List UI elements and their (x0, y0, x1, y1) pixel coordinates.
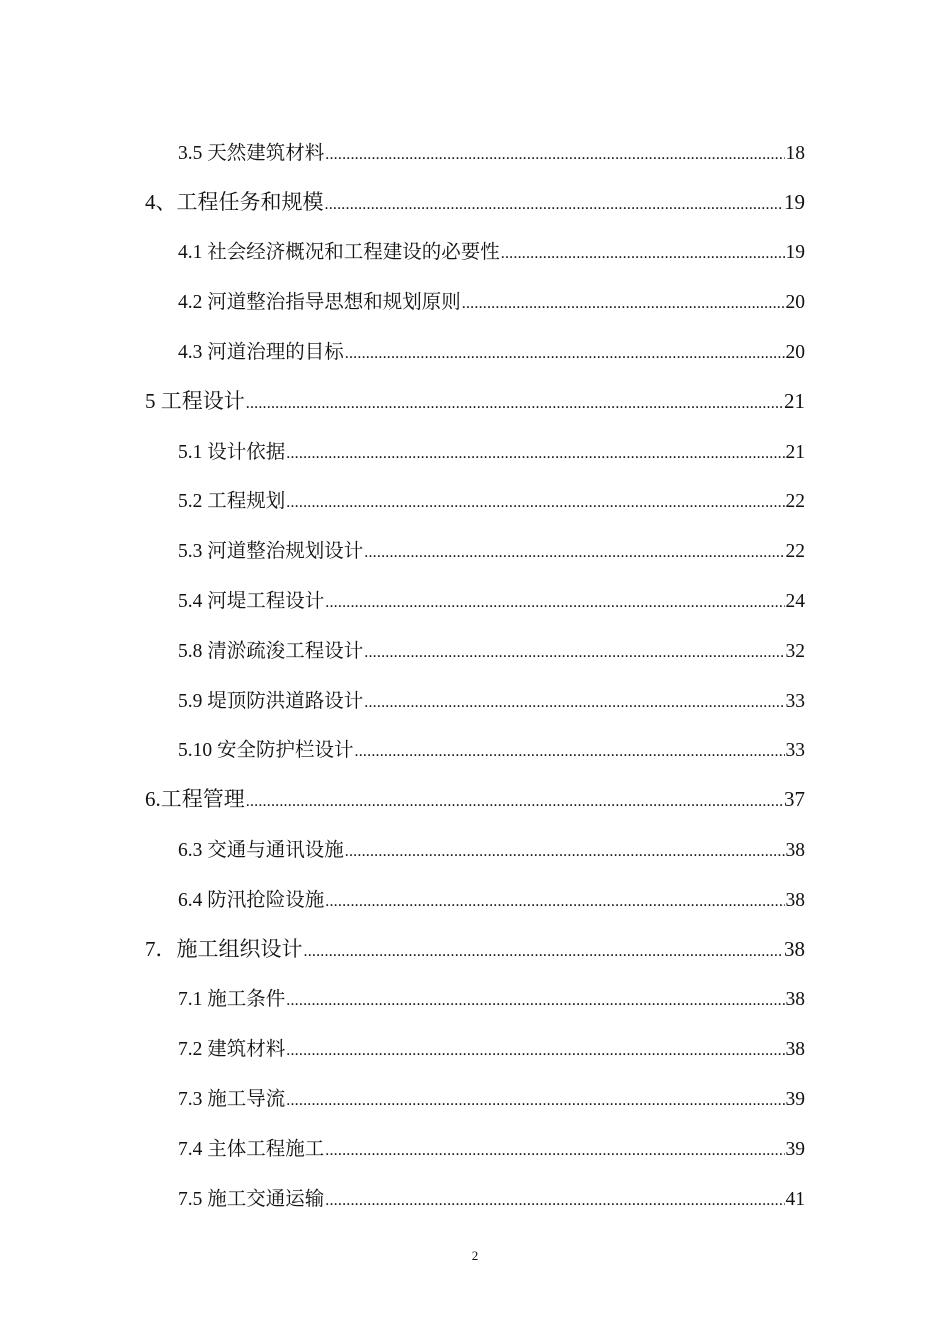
toc-entry-label: 7.2 建筑材料 (178, 1039, 286, 1061)
toc-entry[interactable] (0, 275, 950, 325)
toc-entry-label: 5.8 清淤疏浚工程设计 (178, 640, 364, 662)
toc-entry[interactable] (0, 126, 950, 176)
toc-entry-page: 21 (785, 441, 805, 463)
toc-entry-page: 24 (785, 591, 805, 613)
toc-entry-page: 18 (785, 142, 805, 164)
toc-leader-dots (286, 494, 784, 512)
toc-leader-dots (325, 1192, 784, 1210)
toc-entry[interactable] (0, 524, 950, 574)
toc-entry-label: 4.3 河道治理的目标 (178, 342, 344, 364)
toc-leader-dots (355, 743, 785, 761)
toc-entry[interactable] (0, 226, 950, 276)
toc-entry[interactable] (0, 1172, 950, 1222)
toc-entry[interactable] (0, 773, 950, 823)
toc-entry-page: 33 (785, 690, 805, 712)
toc-leader-dots (345, 843, 785, 861)
toc-entry[interactable] (0, 674, 950, 724)
table-of-contents (0, 126, 950, 1222)
toc-leader-dots (364, 644, 784, 662)
toc-entry-page: 19 (785, 242, 805, 264)
toc-entry-label: 5.1 设计依据 (178, 441, 286, 463)
toc-entry-page: 39 (785, 1138, 805, 1160)
toc-entry-page: 41 (785, 1188, 805, 1210)
toc-entry[interactable] (0, 873, 950, 923)
toc-entry-page: 32 (785, 640, 805, 662)
toc-entry[interactable] (0, 574, 950, 624)
toc-entry-label: 5.2 工程规划 (178, 491, 286, 513)
toc-leader-dots (246, 793, 783, 811)
toc-leader-dots (325, 146, 784, 164)
page-number: 2 (471, 1248, 479, 1263)
toc-entry[interactable] (0, 1122, 950, 1172)
toc-entry-label: 4.2 河道整治指导思想和规划原则 (178, 292, 461, 314)
toc-leader-dots (286, 992, 784, 1010)
toc-leader-dots (325, 893, 784, 911)
toc-entry[interactable] (0, 973, 950, 1023)
toc-entry-page: 33 (785, 740, 805, 762)
toc-leader-dots (345, 345, 785, 363)
toc-entry-label: 6.4 防汛抢险设施 (178, 889, 325, 911)
toc-entry[interactable] (0, 823, 950, 873)
toc-entry[interactable] (0, 724, 950, 774)
toc-entry[interactable] (0, 1022, 950, 1072)
toc-leader-dots (364, 694, 784, 712)
toc-entry-page: 21 (784, 388, 805, 413)
toc-entry-page: 38 (785, 989, 805, 1011)
toc-entry-label: 7.5 施工交通运输 (178, 1188, 325, 1210)
toc-leader-dots (364, 544, 784, 562)
toc-entry-label: 7．施工组织设计 (145, 936, 303, 961)
toc-leader-dots (325, 196, 784, 214)
toc-entry-label: 5.3 河道整治规划设计 (178, 541, 364, 563)
toc-entry-page: 22 (785, 541, 805, 563)
toc-entry[interactable] (0, 425, 950, 475)
toc-entry-label: 6.3 交通与通讯设施 (178, 840, 344, 862)
toc-entry-label: 4.1 社会经济概况和工程建设的必要性 (178, 242, 500, 264)
toc-leader-dots (462, 295, 785, 313)
toc-leader-dots (325, 1142, 784, 1160)
toc-leader-dots (325, 594, 784, 612)
toc-entry-page: 19 (784, 189, 805, 214)
toc-leader-dots (501, 245, 785, 263)
toc-entry[interactable] (0, 1072, 950, 1122)
toc-entry[interactable] (0, 176, 950, 226)
toc-entry-label: 7.3 施工导流 (178, 1089, 286, 1111)
toc-entry[interactable] (0, 475, 950, 525)
toc-entry-page: 22 (785, 491, 805, 513)
toc-leader-dots (286, 445, 784, 463)
toc-leader-dots (286, 1042, 784, 1060)
toc-entry[interactable] (0, 375, 950, 425)
toc-entry-label: 7.4 主体工程施工 (178, 1138, 325, 1160)
toc-entry-page: 37 (784, 787, 805, 812)
toc-entry-label: 5.4 河堤工程设计 (178, 591, 325, 613)
toc-entry-page: 38 (785, 840, 805, 862)
toc-entry-label: 4、工程任务和规模 (145, 189, 324, 214)
toc-entry-label: 5.9 堤顶防洪道路设计 (178, 690, 364, 712)
toc-entry-page: 38 (784, 936, 805, 961)
toc-entry[interactable] (0, 325, 950, 375)
toc-leader-dots (246, 395, 783, 413)
toc-entry-page: 39 (785, 1089, 805, 1111)
toc-entry-label: 6.工程管理 (145, 787, 245, 812)
toc-entry-page: 38 (785, 889, 805, 911)
toc-entry-label: 5.10 安全防护栏设计 (178, 740, 354, 762)
toc-entry-label: 5 工程设计 (145, 388, 245, 413)
toc-leader-dots (286, 1092, 784, 1110)
toc-entry[interactable] (0, 923, 950, 973)
toc-entry-page: 20 (785, 292, 805, 314)
toc-entry-page: 38 (785, 1039, 805, 1061)
toc-entry[interactable] (0, 624, 950, 674)
toc-entry-label: 7.1 施工条件 (178, 989, 286, 1011)
toc-entry-label: 3.5 天然建筑材料 (178, 142, 325, 164)
toc-leader-dots (304, 943, 784, 961)
toc-entry-page: 20 (785, 342, 805, 364)
